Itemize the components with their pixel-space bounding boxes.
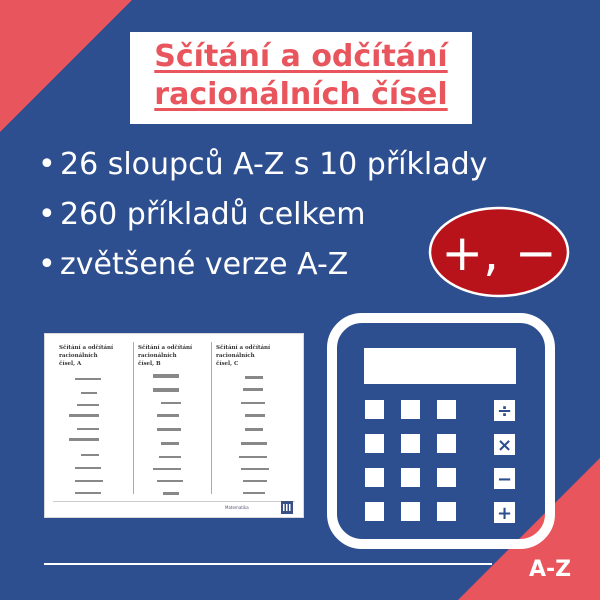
- footer-rule: [53, 501, 295, 502]
- calculator-keys: [365, 400, 515, 523]
- minus-key-symbol: −: [496, 469, 513, 490]
- book-icon: [281, 501, 293, 514]
- bottom-divider: [44, 563, 492, 565]
- calculator-icon: [326, 312, 556, 550]
- bullet-dot-icon: •: [38, 197, 56, 232]
- bullet-dot-icon: •: [38, 247, 56, 282]
- bullet-dot-icon: •: [38, 147, 56, 182]
- top-left-corner-triangle: [0, 0, 140, 140]
- operations-text: +, −: [441, 224, 557, 282]
- footer-label: Matematika: [225, 505, 249, 510]
- feature-item: [38, 190, 487, 240]
- feature-text: zvětšené verze A-Z: [60, 247, 349, 282]
- feature-text: 26 sloupců A-Z s 10 příklady: [60, 147, 488, 182]
- divide-key-symbol: ÷: [496, 401, 513, 422]
- plus-key-symbol: +: [496, 503, 513, 524]
- column-heading: [138, 344, 216, 368]
- feature-item: [38, 240, 487, 290]
- preview-footer: [45, 497, 303, 517]
- column-heading-line1: Sčítání a odčítání racionálních: [216, 345, 271, 359]
- column-heading-line1: Sčítání a odčítání racionálních: [59, 345, 114, 359]
- exercise-lines-graphic: [45, 372, 303, 497]
- column-heading-line2: čísel, C: [216, 361, 239, 367]
- worksheet-preview: [44, 333, 304, 518]
- title-line-2: racionálních čísel: [154, 77, 448, 112]
- corner-label: A-Z: [529, 557, 572, 582]
- calculator-display: [364, 348, 516, 384]
- column-heading-line2: čísel, B: [138, 361, 161, 367]
- operations-badge: [428, 206, 570, 298]
- multiply-key-symbol: ×: [496, 435, 513, 456]
- column-heading-line1: Sčítání a odčítání racionálních: [138, 345, 193, 359]
- feature-text: 260 příkladů celkem: [60, 197, 366, 232]
- feature-list: [38, 140, 487, 290]
- feature-item: [38, 140, 487, 190]
- column-heading: [59, 344, 137, 368]
- title-box: [130, 32, 472, 124]
- column-heading: [216, 344, 294, 368]
- column-heading-line2: čísel, A: [59, 361, 82, 367]
- title-line-1: Sčítání a odčítání: [154, 39, 448, 74]
